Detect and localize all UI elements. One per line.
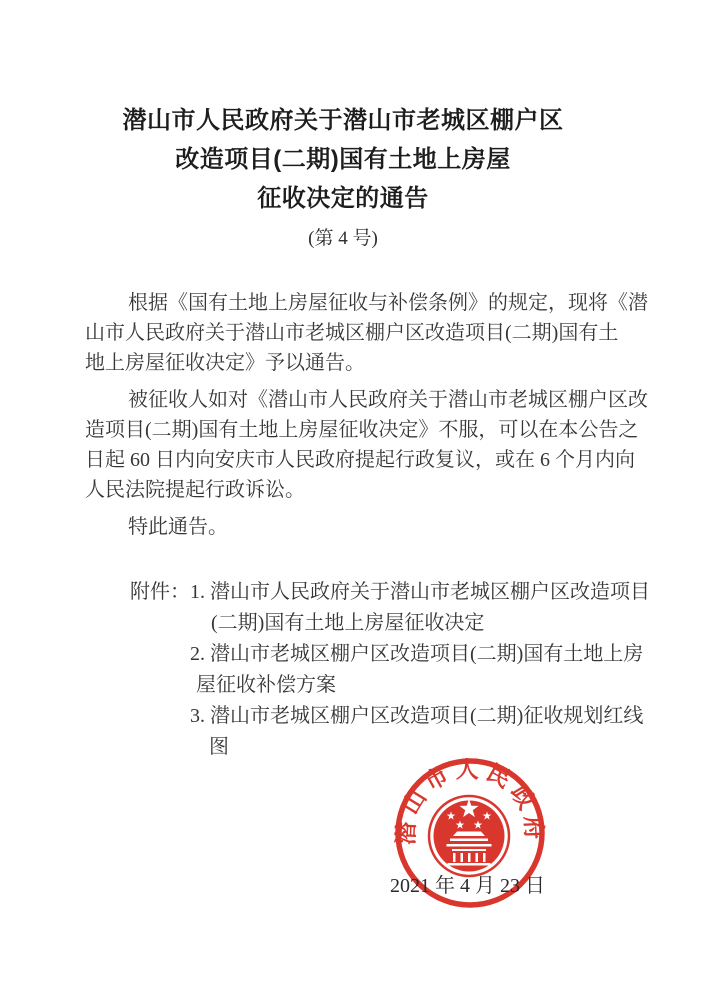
attachment-line: 屋征收补偿方案 (196, 674, 336, 696)
body-line: 被征收人如对《潜山市人民政府关于潜山市老城区棚户区改 (128, 389, 648, 411)
notice-body (85, 288, 648, 542)
body-line: 特此通告。 (128, 516, 228, 538)
body-line: 山市人民政府关于潜山市老城区棚户区改造项目(二期)国有土 (85, 322, 619, 344)
notice-title (85, 101, 601, 218)
paragraph-basis (85, 288, 648, 378)
title-line-1: 潜山市人民政府关于潜山市老城区棚户区 (122, 107, 564, 134)
body-line: 地上房屋征收决定》予以通告。 (85, 352, 365, 374)
attachment-line: 3. 潜山市老城区棚户区改造项目(二期)征收规划红线 (190, 705, 644, 727)
issue-date: 2021 年 4 月 23 日 (390, 875, 545, 897)
body-line: 造项目(二期)国有土地上房屋征收决定》不服，可以在本公告之 (85, 419, 639, 441)
attachment-line: 图 (209, 736, 229, 758)
issue-number: (第 4 号) (308, 228, 378, 249)
title-line-3: 征收决定的通告 (257, 185, 429, 212)
paragraph-appeal-rights (85, 385, 648, 505)
attachment-line: (二期)国有土地上房屋征收决定 (211, 612, 485, 634)
attachments-list (0, 577, 707, 763)
national-emblem-icon (429, 796, 509, 876)
title-line-2: 改造项目(二期)国有土地上房屋 (175, 146, 511, 173)
seal-text: 潜山市人民政府 (393, 756, 547, 846)
body-line: 根据《国有土地上房屋征收与补偿条例》的规定，现将《潜 (128, 292, 648, 314)
attachment-line: 2. 潜山市老城区棚户区改造项目(二期)国有土地上房 (190, 643, 644, 665)
paragraph-closing (85, 512, 625, 542)
body-line: 日起 60 日内向安庆市人民政府提起行政复议，或在 6 个月内向 (85, 449, 635, 471)
body-line: 人民法院提起行政诉讼。 (85, 479, 305, 501)
attachment-line: 附件：1. 潜山市人民政府关于潜山市老城区棚户区改造项目 (130, 581, 650, 603)
